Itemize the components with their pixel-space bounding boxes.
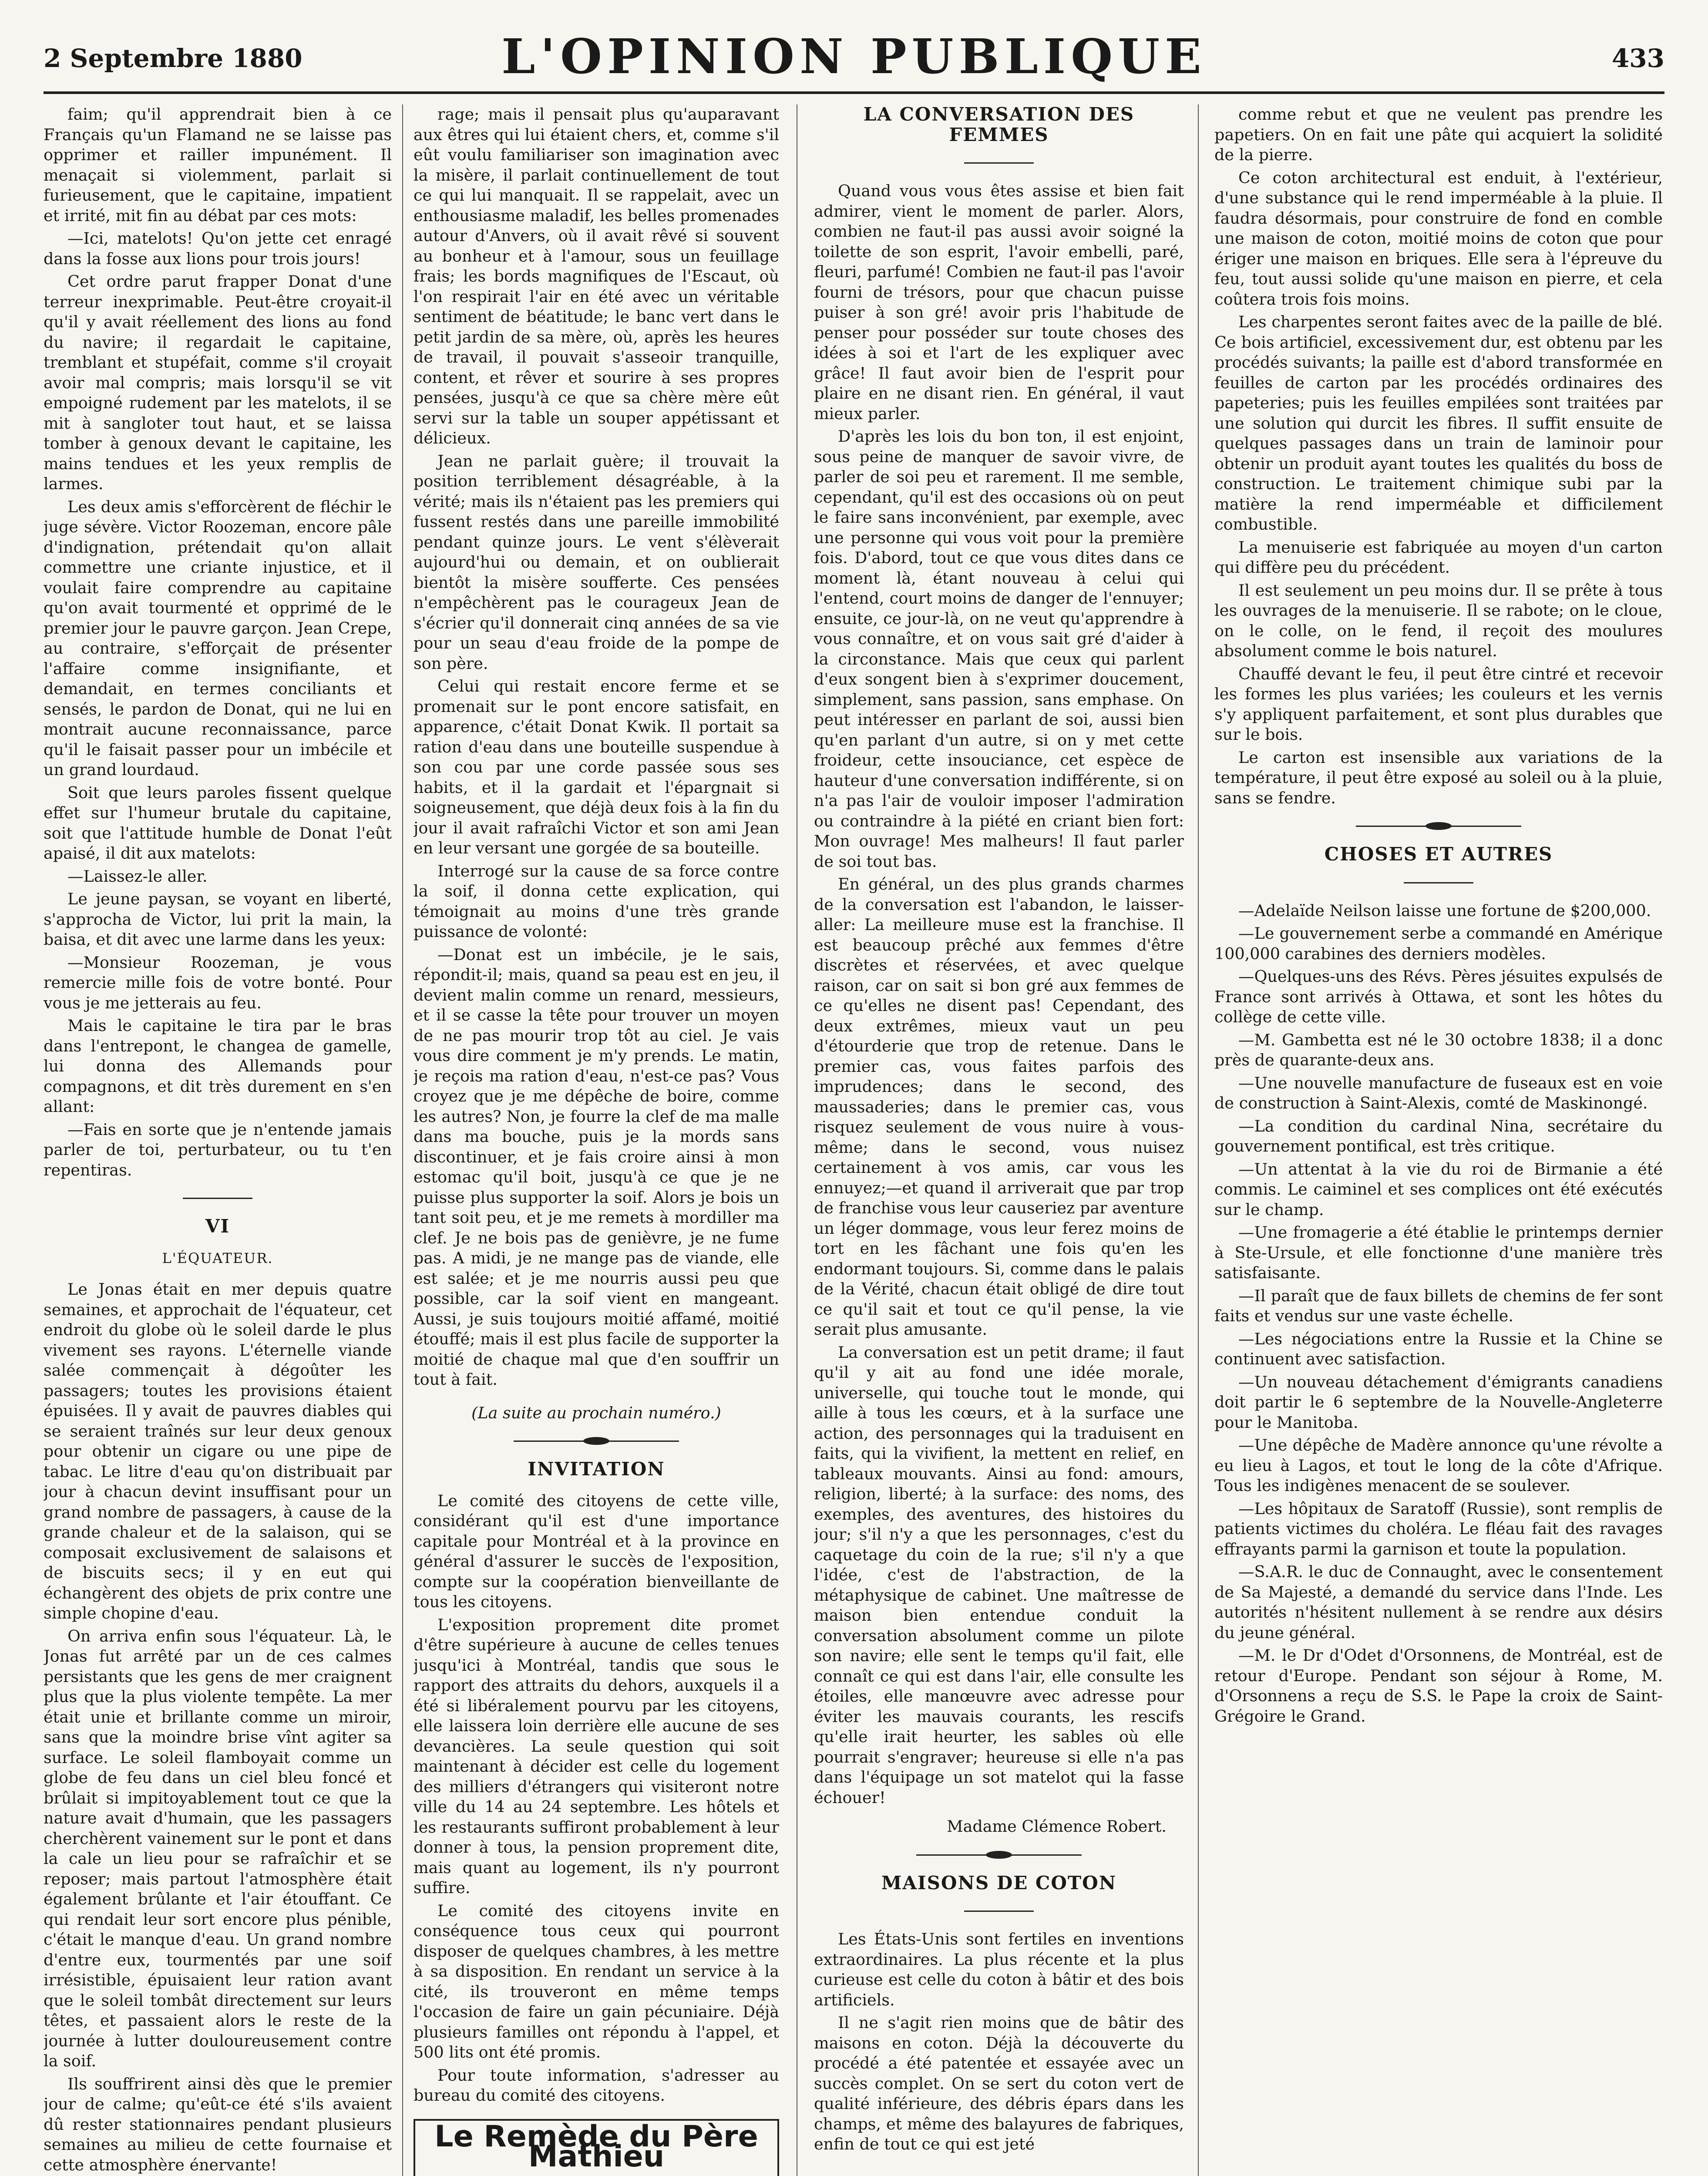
paragraph: Les deux amis s'efforcèrent de fléchir le juge sévère. Victor Roozeman, encore pâle d'indignation, prétendait qu'on allait commettre une criante injustice, et il voulait faire comprendre au capitaine qu'on avait tourmenté et opprimé de le premier jour le pauvre garçon. Jean Crepe, au contraire, s'efforçait de présenter l'affaire comme insignifiante, et demandait, en termes conciliants et sensés, le pardon de Donat, qui ne lui en montrait aucune reconnaissance, parce qu'il le faisait passer pour un imbécile et un grand lourdaud. bbox=[44, 497, 392, 779]
news-item: —Il paraît que de faux billets de chemins de fer sont faits et vendus sur une vaste échelle. bbox=[1214, 1286, 1663, 1325]
paragraph: On arriva enfin sous l'équateur. Là, le Jonas fut arrêté par un de ces calmes persistants que les gens de mer craignent plus que la plus violente tempête. La mer était unie et brillante comme un miroir, sans que la moindre brise vînt agiter sa surface. Le soleil flamboyait comme un globe de feu dans un ciel bleu foncé et brûlait si impitoyablement tout ce que la nature avait d'humain, que les passagers cherchèrent vainement sur le pont et dans la cale un lieu pour se rafraîchir et se reposer; mais partout l'atmosphère était également brûlante et l'air étouffant. Ce qui rendait leur sort encore plus pénible, c'était le manque d'eau. Un grand nombre d'entre eux, tourmentés par une soif irrésistible, épuisaient leur ration avant que le soleil tombât directement sur leurs têtes, et passaient alors le reste de la journée à lutter douloureusement contre la soif. bbox=[44, 1626, 392, 2070]
paragraph: Chauffé devant le feu, il peut être cintré et recevoir les formes les plus variées; les couleurs et les vernis s'y appliquent parfaitement, et sont plus durables que sur le bois. bbox=[1214, 664, 1663, 744]
section-rule bbox=[964, 1911, 1034, 1912]
news-item: —Une fromagerie a été établie le printemps dernier à Ste-Ursule, et elle fonctionne d'une manière très satisfaisante. bbox=[1214, 1223, 1663, 1282]
issue-date: 2 Septembre 1880 bbox=[44, 44, 303, 73]
paragraph: La menuiserie est fabriquée au moyen d'un carton qui diffère peu du précédent. bbox=[1214, 537, 1663, 577]
news-item: —Un attentat à la vie du roi de Birmanie a été commis. Le caiminel et ses complices ont été exécutés sur le champ. bbox=[1214, 1159, 1663, 1219]
paragraph: rage; mais il pensait plus qu'auparavant aux êtres qui lui étaient chers, et, comme s'il eût voulu familiariser son imagination avec la misère, il parlait continuellement de tout ce qui lui manquait. Il se rappelait, avec un enthousiasme maladif, les belles promenades autour d'Anvers, où il avait rêvé si souvent au bonheur et à l'amour, sous un feuillage frais; les bords magnifiques de l'Escaut, où l'on respirait l'air en été avec un véritable sentiment de béatitude; le banc vert dans le petit jardin de sa mère, où, après les heures de travail, il pouvait s'asseoir tranquille, content, et rêver et sourire à ses propres pensées, jusqu'à ce que sa chère mère eût servi sur la table un souper appétissant et délicieux. bbox=[414, 105, 779, 447]
paragraph: Les États-Unis sont fertiles en inventions extraordinaires. La plus récente et la plus curieuse est celle du coton à bâtir et des bois artificiels. bbox=[814, 1930, 1184, 2009]
paragraph: Quand vous vous êtes assise et bien fait admirer, vient le moment de parler. Alors, combien ne faut-il pas aussi avoir soigné la toilette de son esprit, l'avoir embelli, paré, fleuri, parfumé! Combien ne faut-il pas l'avoir fourni de trésors, pour que chacun puisse puiser à son gré! avoir pris l'habitude de penser pour posséder sur toute choses des idées à soi et l'art de les expliquer avec grâce! Il faut avoir bien de l'esprit pour plaire en ne disant rien. En général, il vaut mieux parler. bbox=[814, 181, 1184, 423]
continued-note: (La suite au prochain numéro.) bbox=[471, 1403, 721, 1422]
section-title: CHOSES ET AUTRES bbox=[1324, 843, 1553, 865]
page-number: 433 bbox=[1611, 44, 1664, 73]
ad-title: Le Remède du Père Mathieu bbox=[434, 2119, 758, 2174]
newspaper-title: L'OPINION PUBLIQUE bbox=[501, 28, 1207, 84]
paragraph: Il ne s'agit rien moins que de bâtir des maisons en coton. Déjà la découverte du procédé a été patentée et essayée avec un succès complet. On se sert du coton vert de qualité inférieure, des débris épars dans les champs, et même des balayures de fabriques, enfin de tout ce qui est jeté bbox=[814, 2013, 1184, 2153]
section-rule bbox=[183, 1198, 252, 1199]
paragraph: —Fais en sorte que je n'entende jamais parler de toi, perturbateur, ou tu t'en repentiras. bbox=[44, 1120, 392, 1179]
paragraph: Il est seulement un peu moins dur. Il se prête à tous les ouvrages de la menuiserie. Il se rabote; on le cloue, on le colle, on le fend, il reçoit des moulures absolument comme le bois naturel. bbox=[1214, 581, 1663, 660]
news-item: —Un nouveau détachement d'émigrants canadiens doit partir le 6 septembre de la Nouvelle-Angleterre pour le Manitoba. bbox=[1214, 1372, 1663, 1432]
paragraph: Ils souffrirent ainsi dès que le premier jour de calme; qu'eût-ce été s'ils avaient dû rester stationnaires pendant plusieurs semaines au milieu de cette fournaise et cette atmosphère énervante! bbox=[44, 2074, 392, 2174]
news-item: —Les négociations entre la Russie et la Chine se continuent avec satisfaction. bbox=[1214, 1329, 1663, 1368]
paragraph: —Ici, matelots! Qu'on jette cet enragé dans la fosse aux lions pour trois jours! bbox=[44, 229, 392, 268]
paragraph: Jean ne parlait guère; il trouvait la position terriblement désagréable, à la vérité; mais ils n'étaient pas les premiers qui fussent restés dans une pareille immobilité pendant quinze jours. Le vent s'élèverait aujourd'hui ou demain, et on oublierait bientôt la misère soufferte. Ces pensées n'empêchèrent pas le courageux Jean de s'écrier qu'il donnerait cinq années de sa vie pour un seau d'eau froide de la pompe de son père. bbox=[414, 451, 779, 673]
paragraph: Le Jonas était en mer depuis quatre semaines, et approchait de l'équateur, cet endroit du globe où le soleil darde le plus vivement ses rayons. L'éternelle viande salée commençait à dégoûter les passagers; toutes les provisions étaient épuisées. Il y avait de pauvres diables qui se seraient traînés sur leur deux genoux pour obtenir un cigare ou une pipe de tabac. Le litre d'eau qu'on distribuait par jour à chacun devint insuffisant pour un grand nombre de passagers, à cause de la grande chaleur et de la salaison, qui se composait exclusivement de salaisons et de biscuits secs; il y en eut qui échangèrent des objets de prix contre une simple chopine d'eau. bbox=[44, 1280, 392, 1622]
paragraph: Soit que leurs paroles fissent quelque effet sur l'humeur brutale du capitaine, soit que l'attitude humble de Donat l'eût apaisé, il dit aux matelots: bbox=[44, 783, 392, 863]
paragraph: comme rebut et que ne veulent pas prendre les papetiers. On en fait une pâte qui acquiert la solidité de la pierre. bbox=[1214, 105, 1663, 164]
news-item: —M. Gambetta est né le 30 octobre 1838; il a donc près de quarante-deux ans. bbox=[1214, 1030, 1663, 1069]
column-1 bbox=[44, 104, 392, 2176]
paragraph: En général, un des plus grands charmes de la conversation est l'abandon, le laisser-aller: La meilleure muse est la franchise. Il est beaucoup prêché aux femmes d'être discrètes et réservées, et avec quelque raison, car on sait si bon gré aux femmes de ce qu'elles ne disent pas! Cependant, des deux extrêmes, mieux vaut un peu d'étourderie que trop de retenue. Dans le premier cas, vous faites parfois des imprudences; dans le second, des maussaderies; dans le premier cas, vous risquez seulement de vous nuire à vous-même; dans le second, vous nuisez certainement à vos amis, car vous les ennuyez;—et quand il arriverait que par trop de franchise vous leur causeriez par aventure un léger dommage, vous leur ferez moins de tort en les fâchant une fois qu'en les endormant toujours. Si, comme dans le palais de la Vérité, chacun était obligé de dire tout ce qu'il sait et tout ce qu'il pense, la vie serait plus amusante. bbox=[814, 875, 1184, 1339]
paragraph: Celui qui restait encore ferme et se promenait sur le pont encore satisfait, en apparence, c'était Donat Kwik. Il portait sa ration d'eau dans une bouteille suspendue à son cou par une corde passée sous ses habits, et il la gardait et l'épargnait si soigneusement, que déjà deux fois à la fin du jour il avait rafraîchi Victor et son ami Jean en leur versant une gorgée de sa bouteille. bbox=[414, 677, 779, 857]
paragraph: Le comité des citoyens de cette ville, considérant qu'il est d'une importance capitale pour Montréal et à la province en général d'assurer le succès de l'exposition, compte sur la coopération bienveillante de tous les citoyens. bbox=[414, 1491, 779, 1611]
paragraph: Pour toute information, s'adresser au bureau du comité des citoyens. bbox=[414, 2065, 779, 2105]
section-separator bbox=[916, 1854, 1082, 1856]
paragraph: Ce coton architectural est enduit, à l'extérieur, d'une substance qui le rend imperméable à la pluie. Il faudra désormais, pour construire de fond en comble une maison de coton, moitié moins de coton que pour ériger une maison en briques. Elle sera à l'épreuve du feu, tout aussi solide qu'une maison en pierre, et cela coûtera trois fois moins. bbox=[1214, 168, 1663, 309]
news-item: —M. le Dr d'Odet d'Orsonnens, de Montréal, est de retour d'Europe. Pendant son séjour à Rome, M. d'Orsonnens a reçu de S.S. le Pape la croix de Saint-Grégoire le Grand. bbox=[1214, 1646, 1663, 1726]
column-4 bbox=[1214, 104, 1663, 2176]
paragraph: Le jeune paysan, se voyant en liberté, s'approcha de Victor, lui prit la main, la baisa, et dit avec une larme dans les yeux: bbox=[44, 890, 392, 949]
paragraph: Le carton est insensible aux variations de la température, il peut être exposé au soleil ou à la pluie, sans se fendre. bbox=[1214, 748, 1663, 807]
news-item: —Les hôpitaux de Saratoff (Russie), sont remplis de patients victimes du choléra. Le fléau fait des ravages effrayants parmi la garnison et toute la population. bbox=[1214, 1499, 1663, 1558]
news-item: —S.A.R. le duc de Connaught, avec le consentement de Sa Majesté, a demandé du service dans l'Inde. Les autorités n'hésitent nullement à se rendre aux désirs du jeune général. bbox=[1214, 1562, 1663, 1642]
paragraph: Mais le capitaine le tira par le bras dans l'entrepont, le changea de gamelle, lui donna des Allemands pour compagnons, et dit très durement en s'en allant: bbox=[44, 1016, 392, 1116]
paragraph: —Laissez-le aller. bbox=[67, 866, 208, 886]
paragraph: Le comité des citoyens invite en conséquence tous ceux qui pourront disposer de quelques chambres, à les mettre à sa disposition. En rendant un service à la cité, ils trouveront en même temps l'occasion de faire un gain pécuniaire. Déjà plusieurs familles ont répondu à l'appel, et 500 lits ont été promis. bbox=[414, 1901, 779, 2062]
paragraph: La conversation est un petit drame; il faut qu'il y ait au fond une idée morale, universelle, qui touche tout le monde, qui aille à tous les cœurs, et à la surface une action, des personnages qui la traduisent en faits, qui la vivifient, la mettent en relief, en tableaux mouvants. Ainsi au fond: amours, religion, liberté; à la surface: des noms, des exemples, des aventures, des histoires du jour; s'il n'y a que les personnages, c'est du caquetage du coin de la rue; s'il n'y a que l'idée, c'est de l'abstraction, de la métaphysique de cabinet. Une maîtresse de maison bien entendue conduit la conversation absolument comme un pilote son navire; elle sent le temps qu'il fait, elle connaît ce qui est dans l'air, elle consulte les étoiles, elle manœuvre avec adresse pour éviter les mauvais courants, les rescifs qu'elle irait heurter, les sables où elle pourrait s'engraver; heureuse si elle n'a pas dans l'équipage un sot matelot qui la fasse échouer! bbox=[814, 1343, 1184, 1807]
news-item: —Une dépêche de Madère annonce qu'une révolte a eu lieu à Lagos, et tout le long de la côte d'Afrique. Tous les indigènes menacent de se soulever. bbox=[1214, 1436, 1663, 1495]
column-2 bbox=[414, 104, 779, 2176]
news-item: —La condition du cardinal Nina, secrétaire du gouvernement pontifical, est très critique. bbox=[1214, 1116, 1663, 1155]
section-rule bbox=[1404, 882, 1473, 883]
paragraph: L'exposition proprement dite promet d'être supérieure à aucune de celles tenues jusqu'ici à Montréal, tandis que sous le rapport des attraits du dehors, auxquels il a été si libéralement pourvu par les citoyens, elle laissera loin derrière elle aucune de ses devancières. La seule question qui soit maintenant à décider est celle du logement des milliers d'étrangers qui visiteront notre ville du 14 au 24 septembre. Les hôtels et les restaurants suffiront probablement à leur donner à tous, la pension proprement dite, mais quant au logement, ils n'y pourront suffire. bbox=[414, 1615, 779, 1897]
section-rule bbox=[964, 162, 1034, 164]
column-3 bbox=[814, 104, 1184, 2176]
chapter-title: L'ÉQUATEUR. bbox=[162, 1249, 273, 1266]
paragraph: Les charpentes seront faites avec de la paille de blé. Ce bois artificiel, excessivement dur, est obtenu par les procédés suivants; la paille est d'abord transformée en feuilles de carton par les procédés ordinaires des papeteries; puis les feuilles empilées sont traitées par une solution qui durcit les fibres. Il suffit ensuite de quelques passages dans un train de laminoir pour obtenir un produit ayant toutes les qualités du boss de construction. Le traitement chimique subi par la matière la rend imperméable et difficilement combustible. bbox=[1214, 312, 1663, 534]
masthead bbox=[44, 17, 1664, 94]
paragraph: D'après les lois du bon ton, il est enjoint, sous peine de manquer de savoir vivre, de parler de soi peu et rarement. Il me semble, cependant, qu'il est des occasions où on peut le faire sans inconvénient, par exemple, avec une personne qui vous voit pour la première fois. D'abord, tout ce que vous dites dans ce moment là, étant nouveau à celui qui l'entend, court moins de danger de l'ennuyer; ensuite, ce jour-là, on ne veut qu'apprendre à vous connaître, et on vous sait gré d'aider à la circonstance. Mais que ceux qui parlent d'eux songent bien à s'exprimer doucement, simplement, sans passion, sans emphase. On peut intéresser en parlant de soi, aussi bien qu'en parlant d'un autre, si on y met cette froideur, cette insouciance, cet espèce de hauteur d'une conversation indifférente, si on n'a pas l'air de vouloir imposer l'admiration ou contraindre à la piété en criant bien fort: Mon ouvrage! Mes malheurs! Il faut parler de soi tout bas. bbox=[814, 427, 1184, 871]
chapter-number: VI bbox=[205, 1216, 230, 1237]
news-item: —Adelaïde Neilson laisse une fortune de $200,000. bbox=[1238, 901, 1651, 920]
column-divider bbox=[1198, 104, 1199, 2176]
advertisement bbox=[414, 2119, 779, 2176]
paragraph: —Monsieur Roozeman, je vous remercie mille fois de votre bonté. Pour vous je me jetterais au feu. bbox=[44, 953, 392, 1012]
section-separator bbox=[514, 1441, 679, 1442]
news-item: —Le gouvernement serbe a commandé en Amérique 100,000 carabines des derniers modèles. bbox=[1214, 924, 1663, 963]
paragraph: faim; qu'il apprendrait bien à ce Français qu'un Flamand ne se laisse pas opprimer et railler impunément. Il menaçait si violemment, parlait si furieusement, que le capitaine, impatient et irrité, mit fin au débat par ces mots: bbox=[44, 105, 392, 225]
section-title: MAISONS DE COTON bbox=[881, 1872, 1117, 1894]
paragraph: —Donat est un imbécile, je le sais, répondit-il; mais, quand sa peau est en jeu, il devient malin comme un renard, messieurs, et il se casse la tête pour trouver un moyen de ne pas mourir trop tôt au ciel. Je vais vous dire comment je m'y prends. Le matin, je reçois ma ration d'eau, n'est-ce pas? Vous croyez que je me dépêche de boire, comme les autres? Non, je fourre la clef de ma malle dans ma bouche, puis je la mords sans discontinuer, et je fais croire ainsi à mon estomac qu'il boit, jusqu'à ce que je ne puisse plus supporter la soif. Alors je bois un tant soit peu, et je me remets à mordiller ma clef. Je ne bois pas de genièvre, je ne fume pas. A midi, je ne mange pas de viande, elle est salée; et je me nourris aussi peu que possible, car la soif vient en mangeant. Aussi, je suis toujours moitié affamé, moitié étouffé; mais il est plus facile de supporter la moitié de chaque mal que d'en souffrir un tout à fait. bbox=[414, 945, 779, 1389]
news-item: —Une nouvelle manufacture de fuseaux est en voie de construction à Saint-Alexis, comté de Maskinongé. bbox=[1214, 1073, 1663, 1112]
section-title: INVITATION bbox=[528, 1458, 665, 1480]
paragraph: Interrogé sur la cause de sa force contre la soif, il donna cette explication, qui témoignait au moins d'une très grande puissance de volonté: bbox=[414, 861, 779, 941]
article-signature: Madame Clémence Robert. bbox=[947, 1817, 1167, 1836]
column-divider bbox=[402, 104, 403, 2176]
section-title: LA CONVERSATION DES FEMMES bbox=[863, 104, 1135, 145]
section-separator bbox=[1356, 826, 1521, 827]
paragraph: Cet ordre parut frapper Donat d'une terreur inexprimable. Peut-être croyait-il qu'il y avait réellement des lions au fond du navire; il regardait le capitaine, tremblant et stupéfait, comme s'il croyait avoir mal compris; mais lorsqu'il se vit empoigné rudement par les matelots, il se mit à sangloter tout haut, et se laissa tomber à genoux devant le capitaine, les mains tendues et les yeux remplis de larmes. bbox=[44, 272, 392, 493]
news-item: —Quelques-uns des Révs. Pères jésuites expulsés de France sont arrivés à Ottawa, et sont les hôtes du collège de cette ville. bbox=[1214, 967, 1663, 1026]
